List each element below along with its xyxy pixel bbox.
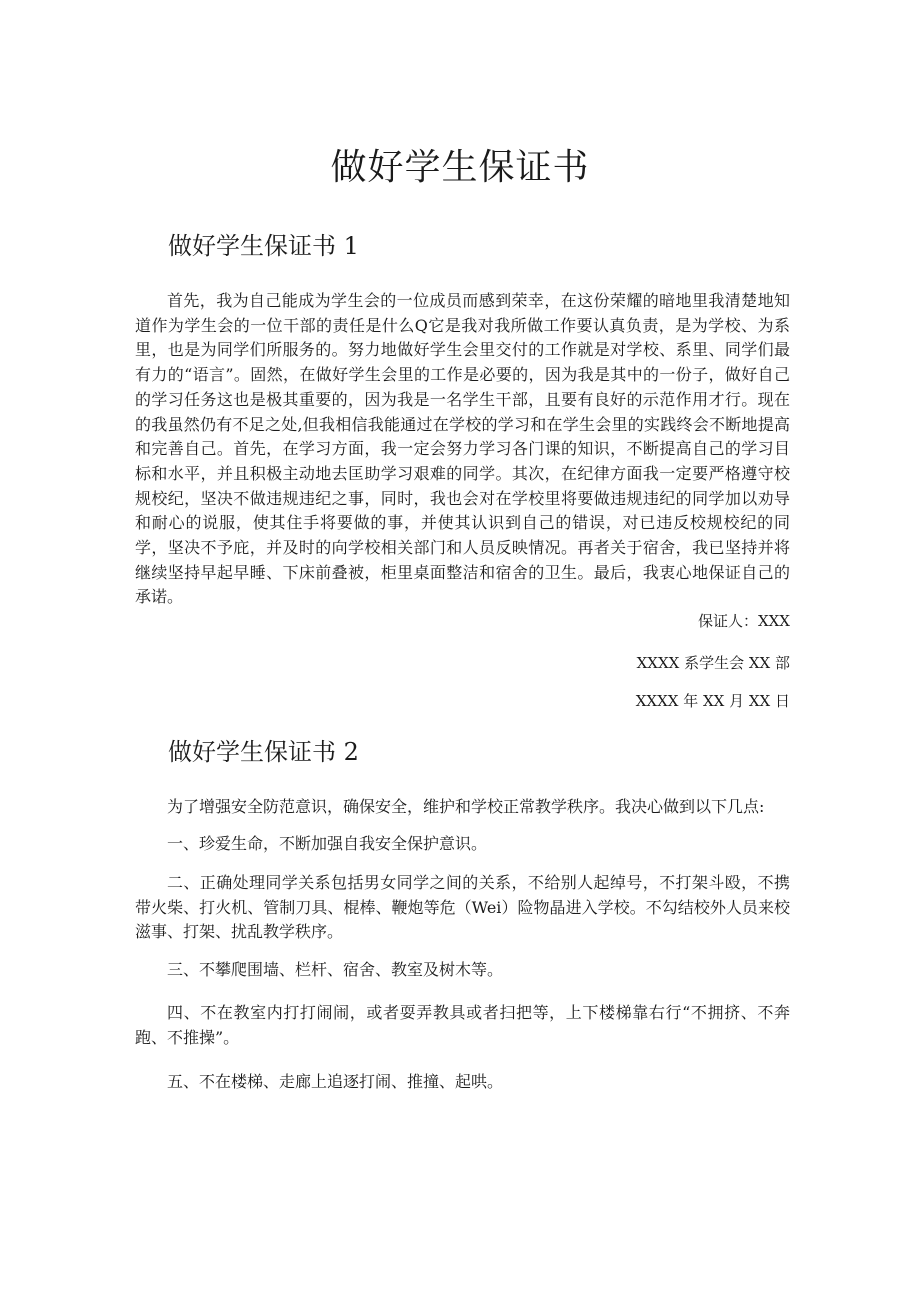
signature-department: XXXX 系学生会 XX 部 [636, 654, 790, 672]
list-item: 四、不在教室内打打闹闹，或者耍弄教具或者扫把等，上下楼梯靠右行“不拥挤、不奔跑、不推操”。 [135, 1003, 790, 1047]
document-title: 做好学生保证书 [330, 147, 590, 188]
signature-date: XXXX 年 XX 月 XX 日 [635, 692, 790, 710]
section-1-body: 首先，我为自己能成为学生会的一位成员而感到荣幸，在这份荣耀的暗地里我清楚地知道作为学生会的一位干部的责任是什么Q它是我对我所做工作要认真负责，是为学校、为系里，也是为同学们所服务的。努力地做好学生会里交付的工作就是对学校、系里、同学们最有力的“语言”。固然，在做好学生会里的工作是必要的，因为我是其中的一份子，做好自己的学习任务这也是极其重要的，因为我是一名学生干部，且要有良好的示范作用才行。现在的我虽然仍有不足之处,但我相信我能通过在学校的学习和在学生会里的实践终会不断地提高和完善自己。首先，在学习方面，我一定会努力学习各门课的知识，不断提高自己的学习目标和水平，并且积极主动地去匡助学习艰难的同学。其次，在纪律方面我一定要严格遵守校规校纪，坚决不做违规违纪之事，同时，我也会对在学校里将要做违规违纪的同学加以劝导和耐心的说服，使其住手将要做的事，并使其认识到自己的错误，对已违反校规校纪的同学，坚决不予庇，并及时的向学校相关部门和人员反映情况。再者关于宿舍，我已坚持并将继续坚持早起早睡、下床前叠被，柜里桌面整洁和宿舍的卫生。最后，我衷心地保证自己的承诺。 [135, 291, 790, 607]
list-item: 一、珍爱生命，不断加强自我安全保护意识。 [167, 834, 488, 853]
list-item: 三、不攀爬围墙、栏杆、宿舍、教室及树木等。 [167, 960, 504, 979]
section-2-heading: 做好学生保证书 2 [168, 738, 359, 766]
section-2-intro: 为了增强安全防范意识，确保安全，维护和学校正常教学秩序。我决心做到以下几点: [167, 797, 765, 816]
list-item: 二、正确处理同学关系包括男女同学之间的关系，不给别人起绰号，不打架斗殴，不携带火柴、打火机、管制刀具、棍棒、鞭炮等危（Wei）险物晶进入学校。不勾结校外人员来校滋事、打架、扰乱教学秩序。 [135, 873, 790, 942]
list-item: 五、不在楼梯、走廊上追逐打闹、推撞、起哄。 [167, 1072, 504, 1091]
section-1-heading: 做好学生保证书 1 [168, 232, 359, 260]
signature-guarantor: 保证人：XXX [697, 612, 790, 630]
